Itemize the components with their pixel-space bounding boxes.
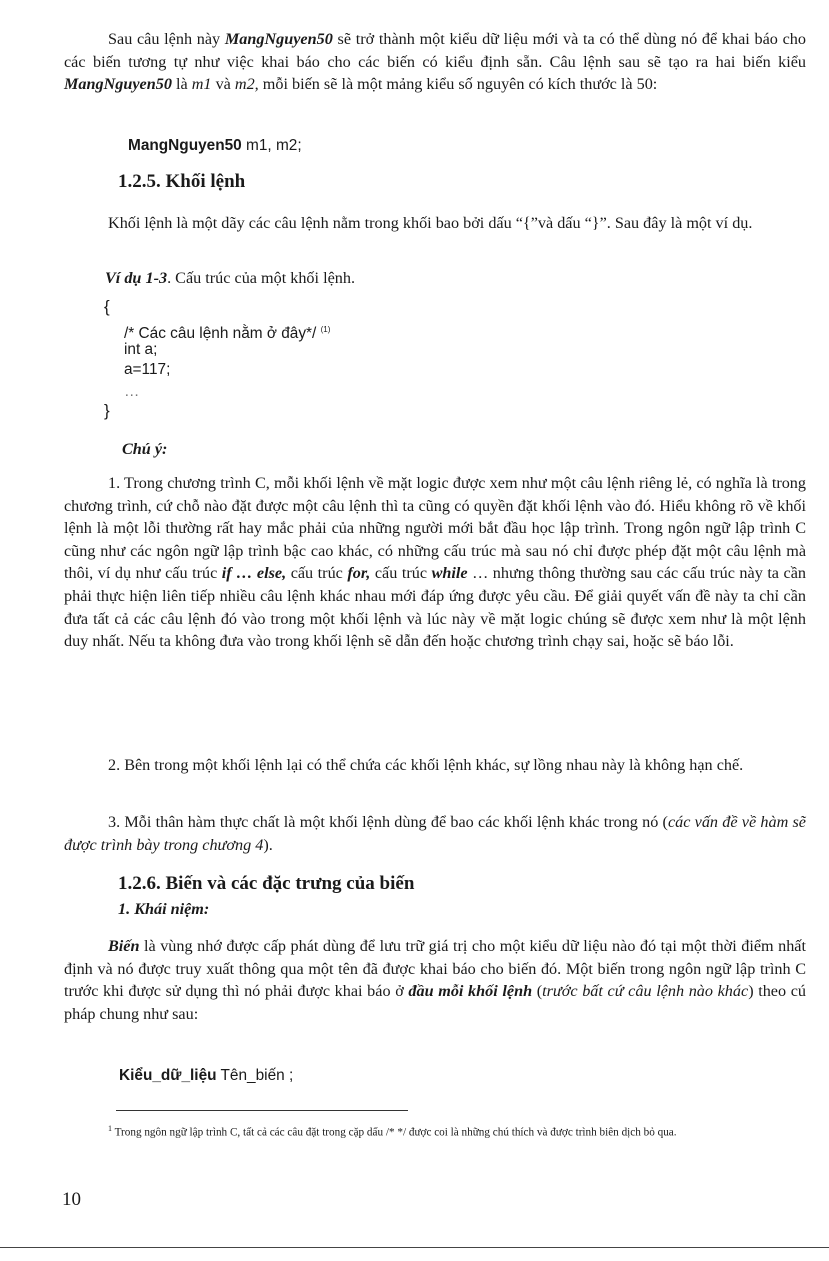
footnote-number: 1 (108, 1124, 112, 1133)
text-run: cấu trúc (370, 564, 432, 583)
example-text: . Cấu trúc của một khối lệnh. (167, 269, 355, 287)
note-3 (64, 811, 806, 856)
code-keyword: Kiểu_dữ_liệu (119, 1067, 217, 1084)
text-run: ). (263, 835, 273, 854)
text-run-italic: trước bất cứ câu lệnh nào khác (542, 982, 749, 1001)
code-keyword: MangNguyen50 (128, 137, 242, 154)
footnote-divider (116, 1110, 408, 1111)
text-run-italic: các vấn đề về hàm sẽ được trình bày trong chương 4 (64, 813, 806, 854)
keyword: while (431, 564, 468, 583)
text-run: ( (532, 982, 543, 1001)
paragraph-intro (64, 28, 806, 96)
paragraph-variable-def (64, 935, 806, 1025)
code-open-brace: { (104, 297, 110, 316)
term: Biến (108, 937, 140, 955)
footnote-text: Trong ngôn ngữ lập trình C, tất cả các câu đặt trong cặp dấu /* */ được coi là những chú thích và được trình biên dịch bỏ qua. (112, 1126, 677, 1139)
note-1 (64, 472, 806, 653)
text-run: ) theo cú pháp chung như sau: (64, 982, 807, 1023)
text-run: 1. Trong chương trình C, mỗi khối lệnh về mặt logic được xem như một câu lệnh riêng lẻ, có nghĩa là trong chương trình, cứ chỗ nào đặt được một câu lệnh thì ta cũng có quyền đặt khối lệnh vào đó. Hiểu không rõ về khối lệnh là một lỗi thường rất hay mắc phải của những người mới bắt đầu học lập trình. Trong ngôn ngữ lập trình C cũng như các ngôn ngữ lập trình bậc cao khác, có những cấu trúc mà sau nó chỉ được phép đặt một câu lệnh mà thôi, ví dụ như cấu trúc (64, 474, 806, 583)
text-run: sẽ trở thành một kiểu dữ liệu mới và ta có thể dùng nó để khai báo cho các biến tương tự như việc khai báo cho các biến có kiểu định sẵn. Câu lệnh sau sẽ tạo ra hai biến kiểu (64, 30, 806, 71)
paragraph-block-def: Khối lệnh là một dãy các câu lệnh nằm trong khối bao bởi dấu “{”và dấu “}”. Sau đây là một ví dụ. (108, 214, 753, 232)
text-run: cấu trúc (286, 564, 348, 583)
text-run: … nhưng thông thường sau các cấu trúc này ta cần phải thực hiện liên tiếp nhiều câu lệnh khác nhau mới đáp ứng được yêu cầu. Để giải quyết vấn đề này ta chỉ cần đưa tất cả các câu lệnh đó vào trong một khối lệnh và lúc này về mặt logic chúng sẽ được xem như là một lệnh duy nhất. Nếu ta không đưa vào trong khối lệnh sẽ dẫn đến hoặc chương trình chạy sai, hoặc sẽ báo lỗi. (64, 564, 806, 651)
footnote (64, 1120, 806, 1142)
page-number: 10 (62, 1189, 81, 1210)
example-caption (105, 267, 805, 290)
code-line: int a; (124, 341, 158, 358)
code-line: a=117; (124, 361, 171, 378)
variable-name: m1 (191, 75, 212, 94)
text-run: mỗi biến sẽ là một mảng kiểu số nguyên có kích thước là 50: (258, 75, 658, 94)
page-bottom-rule (0, 1247, 829, 1248)
code-comment: /* Các câu lệnh nằm ở đây*/ (124, 325, 317, 343)
note-title: Chú ý: (122, 440, 168, 458)
section-heading-1-2-6: 1.2.6. Biến và các đặc trưng của biến (118, 873, 415, 894)
type-name: MangNguyen50 (224, 30, 333, 48)
code-declaration (128, 136, 302, 155)
footnote-marker: (1) (320, 325, 331, 334)
type-name: MangNguyen50 (64, 75, 172, 94)
text-run: 3. Mỗi thân hàm thực chất là một khối lệnh dùng để bao các khối lệnh khác trong nó ( (108, 813, 668, 831)
code-close-brace: } (104, 401, 110, 420)
emphasis: đầu mỗi khối lệnh (408, 982, 533, 1001)
text-run: và (211, 75, 235, 94)
code-line: … (124, 383, 140, 400)
code-text: m1, m2; (241, 137, 302, 154)
code-syntax (119, 1066, 293, 1085)
keyword: for, (347, 564, 371, 583)
text-run: Sau câu lệnh này (108, 30, 225, 48)
example-label: Ví dụ 1-3 (105, 269, 168, 287)
text-run: là vùng nhớ được cấp phát dùng để lưu trữ giá trị cho một kiểu dữ liệu nào đó tại một thời điểm nhất định và nó được truy xuất thông qua một tên đã được khai báo cho biến đó. Một biến trong ngôn ngữ lập trình C trước khi được sử dụng thì nó phải được khai báo ở (64, 937, 806, 1001)
variable-name: m2, (234, 75, 259, 94)
subheading-concept: 1. Khái niệm: (118, 900, 210, 918)
text-run: là (171, 75, 192, 94)
keyword: if … else, (221, 564, 287, 583)
code-text: Tên_biến ; (216, 1067, 294, 1084)
section-heading-1-2-5: 1.2.5. Khối lệnh (118, 171, 246, 192)
note-2: 2. Bên trong một khối lệnh lại có thể chứa các khối lệnh khác, sự lồng nhau này là không hạn chế. (108, 756, 744, 774)
